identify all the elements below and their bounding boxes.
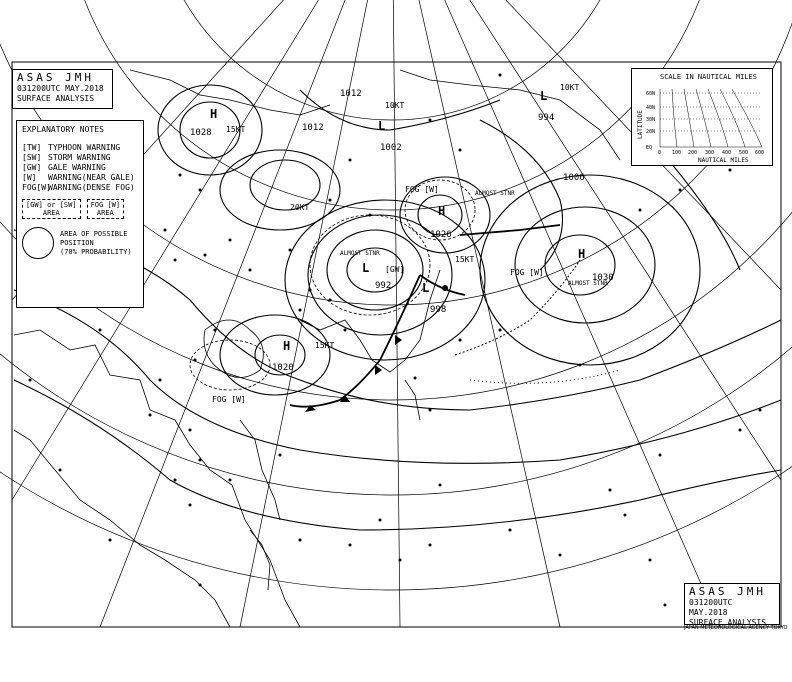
scale-title: SCALE IN NAUTICAL MILES (660, 73, 757, 81)
notes-text: WARNING(NEAR GALE) (48, 173, 135, 182)
svg-text:15KT: 15KT (455, 255, 475, 264)
circle-text-2: POSITION (60, 238, 94, 247)
notes-text: STORM WARNING (48, 153, 111, 162)
svg-text:[GW]: [GW] (385, 265, 405, 274)
header-box-bottom (684, 583, 780, 625)
notes-code: [SW] (22, 153, 42, 162)
notes-text: TYPHOON WARNING (48, 143, 121, 152)
notes-row (22, 173, 138, 183)
nm-tick: 0 (658, 150, 662, 156)
svg-text:1028: 1028 (190, 128, 212, 138)
sample-fog-area (87, 199, 125, 219)
circle-text-3: (70% PROBABILITY) (60, 247, 132, 256)
svg-text:20KT: 20KT (290, 203, 310, 212)
header-time: 031200UTC MAY.2018 (689, 598, 733, 617)
svg-text:1012: 1012 (302, 123, 324, 133)
nm-tick: 600 (755, 150, 765, 156)
probability-text (60, 230, 132, 257)
svg-text:L: L (362, 261, 370, 275)
scale-ylabel: LATITUDE (637, 110, 644, 139)
header-box-top (12, 69, 113, 109)
svg-text:1006: 1006 (563, 173, 585, 183)
lat-tick: 20N (646, 129, 656, 135)
notes-code: FOG[W] (22, 183, 51, 192)
svg-text:1012: 1012 (340, 89, 362, 99)
header-type: SURFACE ANALYSIS (17, 94, 95, 103)
probability-circle-icon (22, 227, 54, 259)
sample-gw-area-label: AREA (42, 209, 60, 217)
svg-text:1026: 1026 (430, 230, 452, 240)
scale-box (631, 68, 773, 166)
nm-tick: 400 (722, 150, 732, 156)
svg-text:1002: 1002 (380, 143, 402, 153)
notes-row (22, 163, 138, 173)
svg-text:H: H (210, 107, 218, 121)
sample-fog-label: FOG [W] (90, 201, 121, 209)
notes-samples (22, 199, 138, 219)
svg-text:10KT: 10KT (385, 101, 405, 110)
agency-credit: JAPAN METEOROLOGICAL AGENCY TOKYO (684, 625, 788, 631)
scale-diagram (632, 69, 772, 165)
nm-tick: 500 (739, 150, 749, 156)
svg-text:L: L (378, 119, 386, 133)
svg-text:L: L (540, 89, 548, 103)
svg-text:15KT: 15KT (315, 341, 335, 350)
sample-fog-area-label: AREA (96, 209, 114, 217)
header-title: ASAS JMH (17, 71, 94, 84)
notes-row (22, 153, 138, 163)
header-type: SURFACE ANALYSIS (689, 618, 767, 627)
notes-title: EXPLANATORY NOTES (22, 125, 104, 134)
svg-text:1020: 1020 (272, 363, 294, 373)
nm-tick: 100 (672, 150, 682, 156)
notes-row (22, 183, 138, 193)
notes-circle-row (22, 227, 138, 259)
nm-tick: 300 (705, 150, 715, 156)
lat-tick: 40N (646, 105, 656, 111)
svg-text:FOG [W]: FOG [W] (212, 395, 246, 404)
header-time: 031200UTC MAY.2018 (17, 84, 104, 93)
notes-code: [W] (22, 173, 37, 182)
svg-text:998: 998 (430, 305, 447, 315)
notes-text: GALE WARNING (48, 163, 106, 172)
system-l-1006 (563, 173, 585, 183)
svg-text:FOG [W]: FOG [W] (510, 268, 544, 277)
svg-text:H: H (283, 339, 291, 353)
header-title: ASAS JMH (689, 585, 766, 598)
circle-text-1: AREA OF POSSIBLE (60, 229, 128, 238)
svg-text:1030: 1030 (592, 273, 614, 283)
svg-text:H: H (578, 247, 586, 261)
svg-text:15KT: 15KT (226, 125, 246, 134)
notes-code: [TW] (22, 143, 42, 152)
scale-xlabel: NAUTICAL MILES (698, 157, 749, 164)
svg-text:992: 992 (375, 281, 392, 291)
svg-text:994: 994 (538, 113, 555, 123)
lat-tick: 60N (646, 91, 656, 97)
lat-tick: EQ (646, 145, 653, 151)
sample-gw-area (22, 199, 81, 219)
svg-text:ALMOST STNR: ALMOST STNR (475, 190, 515, 197)
lat-tick: 30N (646, 117, 656, 123)
svg-text:FOG [W]: FOG [W] (405, 185, 439, 194)
notes-text: WARNING(DENSE FOG) (48, 183, 135, 192)
explanatory-notes (16, 120, 144, 308)
svg-text:ALMOST STNR: ALMOST STNR (568, 280, 608, 287)
svg-text:L: L (422, 281, 430, 295)
notes-code: [GW] (22, 163, 42, 172)
svg-text:10KT: 10KT (560, 83, 580, 92)
svg-text:ALMOST STNR: ALMOST STNR (340, 250, 380, 257)
notes-row (22, 143, 138, 153)
nm-tick: 200 (688, 150, 698, 156)
sample-gw-label: [GW] or [SW] (26, 201, 77, 209)
svg-text:H: H (438, 204, 446, 218)
